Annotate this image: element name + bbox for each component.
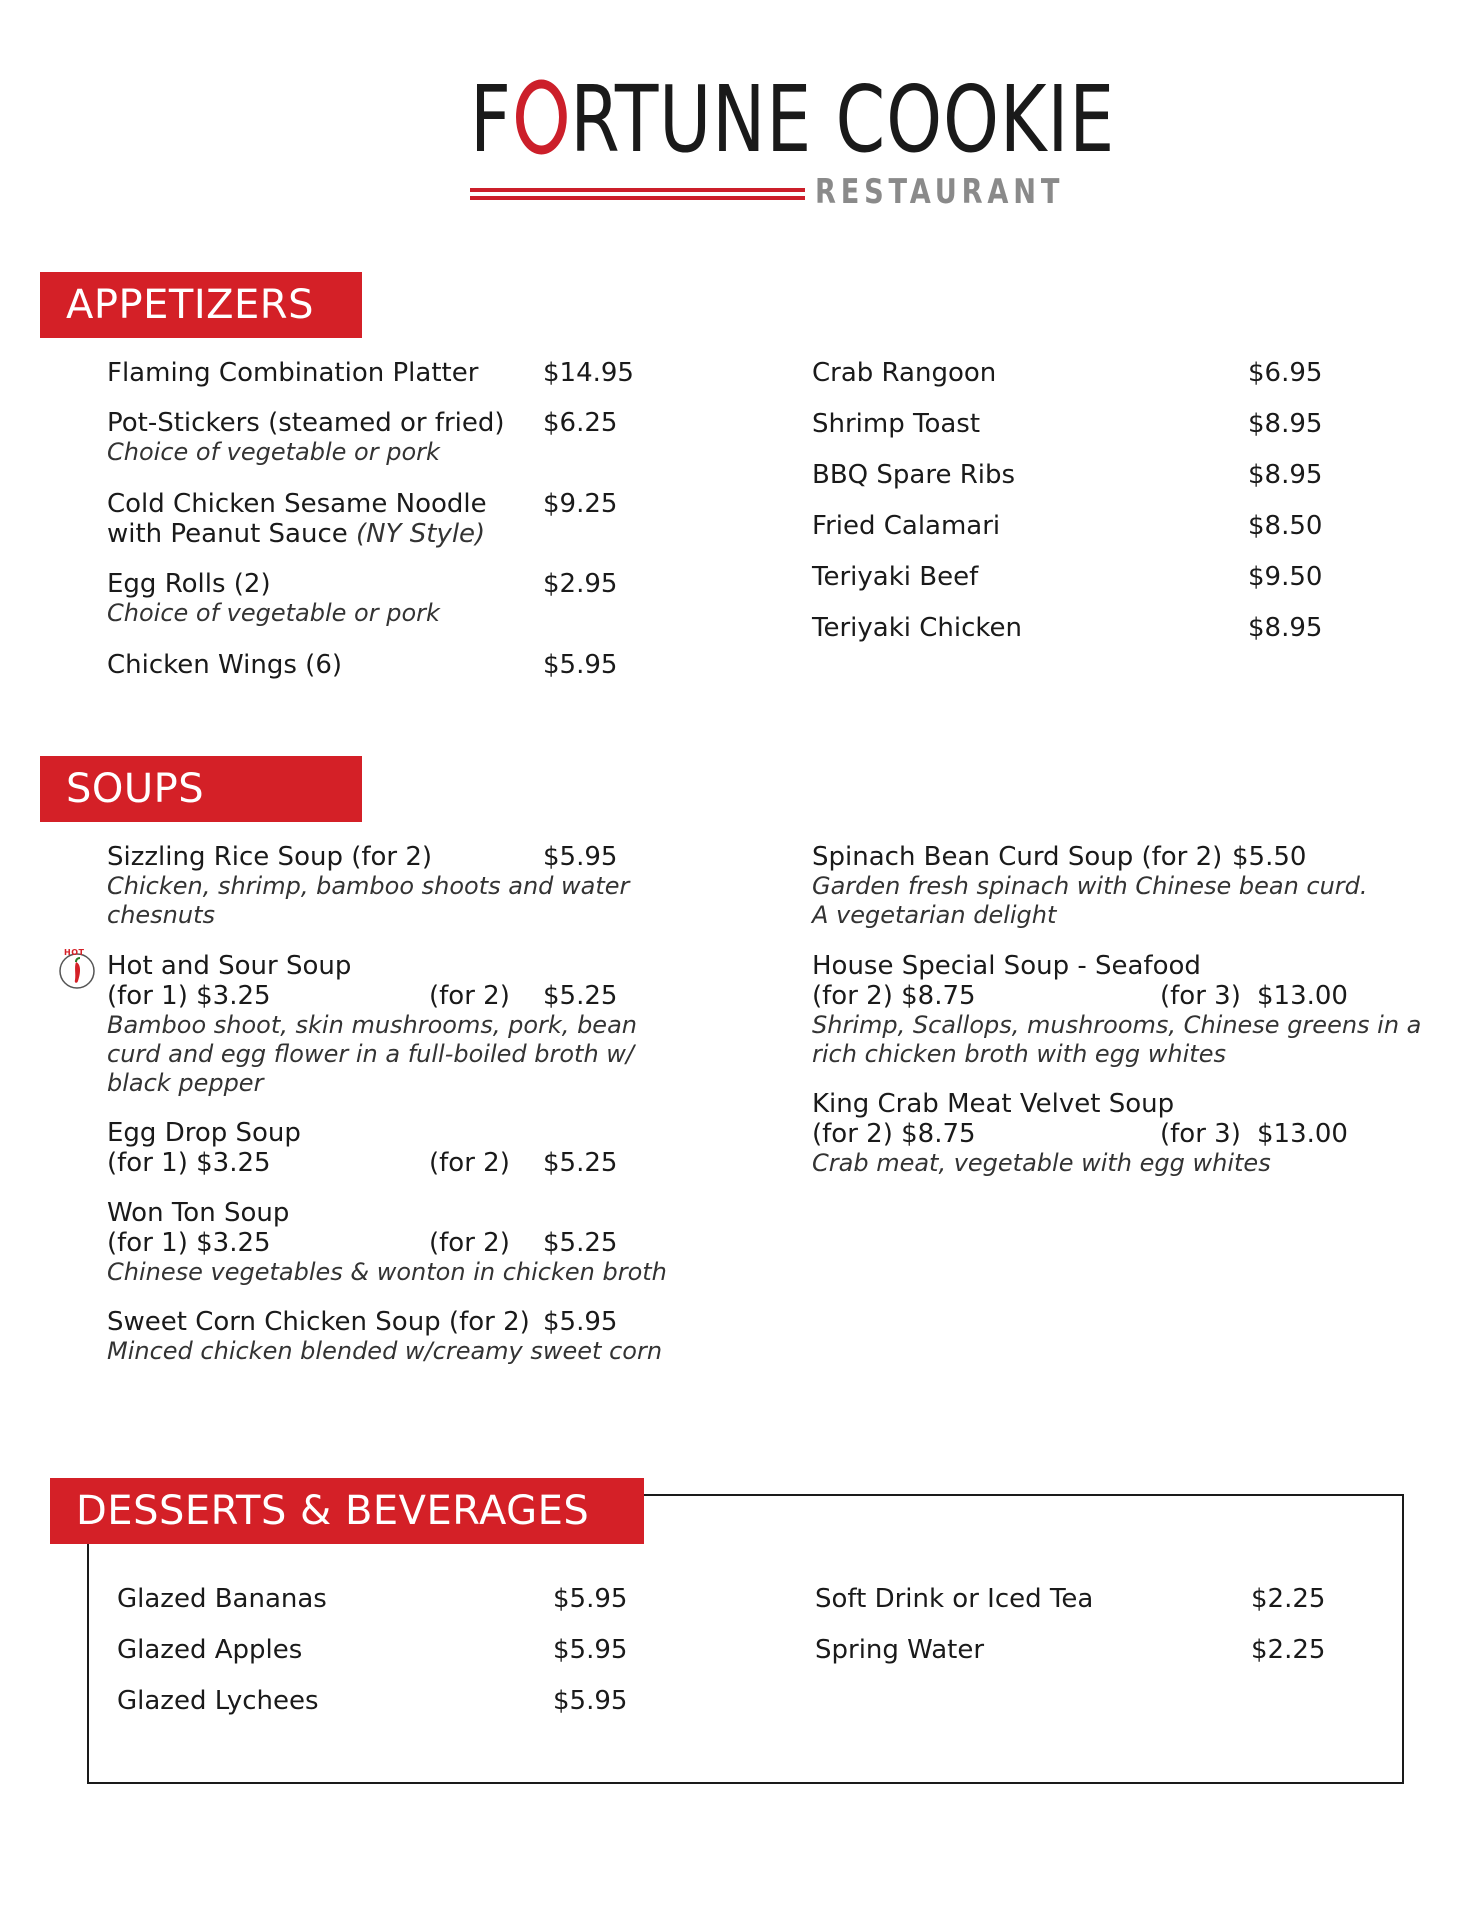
- item-name: Glazed Bananas: [117, 1584, 327, 1614]
- item-price: $13.00: [1257, 1119, 1348, 1149]
- menu-item: [107, 1118, 727, 1198]
- item-name: House Special Soup - Seafood: [812, 951, 1201, 981]
- item-price: $5.95: [543, 650, 618, 680]
- menu-item: [812, 1089, 1452, 1179]
- item-name: Chicken Wings (6): [107, 650, 343, 680]
- menu-item: [107, 951, 727, 1118]
- restaurant-logo: [470, 66, 1116, 220]
- item-size-1: (for 2) $8.75: [812, 1119, 976, 1149]
- item-description-line: Bamboo shoot, skin mushrooms, pork, bean: [107, 1011, 637, 1039]
- section-header-desserts: DESSERTS & BEVERAGES: [50, 1478, 644, 1544]
- menu-item: [812, 613, 1372, 664]
- menu-item: [812, 951, 1452, 1089]
- menu-item: [107, 842, 727, 951]
- item-size-2: (for 3): [1160, 981, 1241, 1011]
- logo-word-rest: RTUNE COOKIE: [570, 66, 1116, 173]
- menu-item: [107, 408, 707, 489]
- item-name: Shrimp Toast: [812, 409, 981, 439]
- menu-item: [117, 1635, 677, 1686]
- item-price: $5.25: [543, 981, 618, 1011]
- item-name: Spinach Bean Curd Soup (for 2): [812, 842, 1223, 872]
- item-name: Hot and Sour Soup: [107, 951, 352, 981]
- menu-item: [117, 1686, 677, 1737]
- item-name: Fried Calamari: [812, 511, 1001, 541]
- soups-right-column: [812, 842, 1452, 1179]
- item-name: King Crab Meat Velvet Soup: [812, 1089, 1175, 1119]
- menu-item: [117, 1584, 677, 1635]
- item-description-line: Chicken, shrimp, bamboo shoots and water: [107, 872, 630, 900]
- item-price: $8.50: [1248, 511, 1323, 541]
- item-price: $2.25: [1251, 1635, 1326, 1665]
- section-header-appetizers: APPETIZERS: [40, 272, 362, 338]
- item-description-line: Crab meat, vegetable with egg whites: [812, 1149, 1271, 1177]
- item-price: $14.95: [543, 358, 634, 388]
- item-name: Glazed Lychees: [117, 1686, 319, 1716]
- item-name: Teriyaki Chicken: [812, 613, 1022, 643]
- item-name: Crab Rangoon: [812, 358, 997, 388]
- item-size-1: (for 2) $8.75: [812, 981, 976, 1011]
- menu-item: [107, 569, 707, 650]
- item-description-line: rich chicken broth with egg whites: [812, 1040, 1226, 1068]
- item-price: $13.00: [1257, 981, 1348, 1011]
- item-size-2: (for 2): [429, 981, 510, 1011]
- item-name: Spring Water: [815, 1635, 985, 1665]
- item-size-1: (for 1) $3.25: [107, 1148, 271, 1178]
- item-price: $5.95: [553, 1686, 628, 1716]
- item-price: $8.95: [1248, 613, 1323, 643]
- section-header-soups: SOUPS: [40, 756, 362, 822]
- item-description-line: curd and egg flower in a full-boiled broth w/: [107, 1040, 634, 1068]
- menu-item: [812, 562, 1372, 613]
- item-price: $5.25: [543, 1148, 618, 1178]
- item-price: $5.95: [553, 1584, 628, 1614]
- item-description-line: black pepper: [107, 1069, 264, 1097]
- item-name: Glazed Apples: [117, 1635, 303, 1665]
- item-name: BBQ Spare Ribs: [812, 460, 1016, 490]
- menu-item: [107, 358, 707, 408]
- item-name: Soft Drink or Iced Tea: [815, 1584, 1094, 1614]
- menu-item: [812, 511, 1372, 562]
- item-name: Cold Chicken Sesame Noodle: [107, 489, 487, 519]
- appetizers-right-column: [812, 358, 1372, 664]
- menu-item: [812, 460, 1372, 511]
- item-description-line: Minced chicken blended w/creamy sweet corn: [107, 1337, 663, 1365]
- item-price: $2.25: [1251, 1584, 1326, 1614]
- logo-letter-f: F: [470, 66, 512, 173]
- item-price: $8.95: [1248, 460, 1323, 490]
- item-name: Sweet Corn Chicken Soup (for 2): [107, 1307, 530, 1337]
- item-size-1: (for 1) $3.25: [107, 1228, 271, 1258]
- item-description-line: A vegetarian delight: [812, 901, 1057, 929]
- item-price: $5.95: [553, 1635, 628, 1665]
- item-name-line2: with Peanut Sauce: [107, 519, 348, 549]
- item-description-line: chesnuts: [107, 901, 216, 929]
- item-description: Choice of vegetable or pork: [107, 438, 440, 466]
- appetizers-left-column: [107, 358, 707, 690]
- item-price: $8.95: [1248, 409, 1323, 439]
- item-name: Egg Rolls (2): [107, 569, 271, 599]
- logo-wordmark: [470, 66, 1116, 173]
- item-price: $5.50: [1232, 842, 1307, 872]
- menu-item: [107, 489, 707, 569]
- menu-item: [815, 1584, 1375, 1635]
- item-description-line: Shrimp, Scallops, mushrooms, Chinese greens in a: [812, 1011, 1422, 1039]
- item-name: Teriyaki Beef: [812, 562, 979, 592]
- menu-item: [815, 1635, 1375, 1686]
- menu-item: [812, 358, 1372, 409]
- item-price: $9.50: [1248, 562, 1323, 592]
- menu-item: [107, 1198, 727, 1307]
- item-price: $2.95: [543, 569, 618, 599]
- item-description-line: Chinese vegetables & wonton in chicken broth: [107, 1258, 667, 1286]
- menu-item: [812, 842, 1452, 951]
- item-price: $6.25: [543, 408, 618, 438]
- item-price: $5.95: [543, 842, 618, 872]
- logo-red-o-icon: [514, 73, 567, 157]
- item-size-2: (for 2): [429, 1148, 510, 1178]
- item-name: Egg Drop Soup: [107, 1118, 301, 1148]
- menu-item: [812, 409, 1372, 460]
- item-size-1: (for 1) $3.25: [107, 981, 271, 1011]
- item-description-line: Garden fresh spinach with Chinese bean curd.: [812, 872, 1368, 900]
- logo-subtitle: RESTAURANT: [815, 172, 1065, 212]
- item-price: $5.95: [543, 1307, 618, 1337]
- hot-label: HOT: [64, 948, 85, 957]
- item-size-2: (for 2): [429, 1228, 510, 1258]
- menu-item: [107, 1307, 727, 1377]
- item-description: Choice of vegetable or pork: [107, 599, 440, 627]
- item-price: $6.95: [1248, 358, 1323, 388]
- item-price: $9.25: [543, 489, 618, 519]
- desserts-right-column: [815, 1584, 1375, 1686]
- menu-item: [107, 650, 707, 690]
- item-name: Won Ton Soup: [107, 1198, 290, 1228]
- item-price: $5.25: [543, 1228, 618, 1258]
- item-note: (NY Style): [356, 519, 486, 549]
- desserts-left-column: [117, 1584, 677, 1737]
- item-name: Flaming Combination Platter: [107, 358, 479, 388]
- item-name: Pot-Stickers (steamed or fried): [107, 408, 505, 438]
- item-size-2: (for 3): [1160, 1119, 1241, 1149]
- item-name: Sizzling Rice Soup (for 2): [107, 842, 433, 872]
- soups-left-column: [107, 842, 727, 1377]
- logo-underline: [470, 188, 805, 204]
